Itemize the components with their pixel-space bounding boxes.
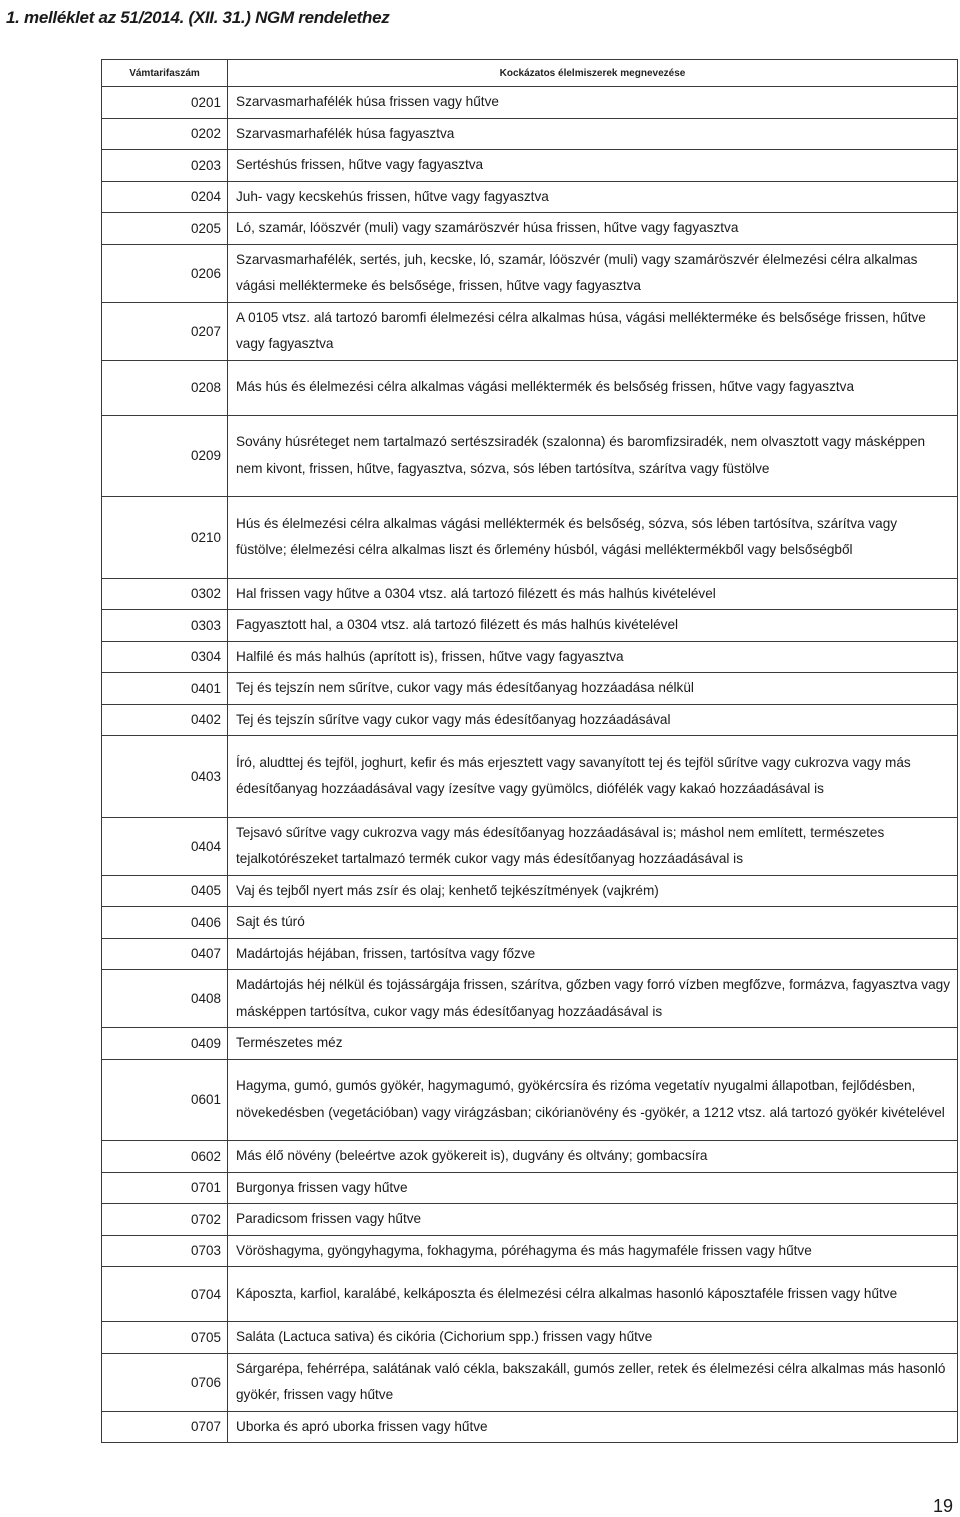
food-name-cell: Vaj és tejből nyert más zsír és olaj; kenhető tejkészítmények (vajkrém) [228,875,958,907]
table-row [102,497,958,579]
table-row [102,610,958,642]
food-name-cell: Fagyasztott hal, a 0304 vtsz. alá tartozó filézett és más halhús kivételével [228,610,958,642]
tariff-code-cell: 0209 [102,415,228,497]
table-row [102,907,958,939]
table-row [102,1267,958,1322]
tariff-code-cell: 0201 [102,87,228,119]
food-name-cell: Szarvasmarhafélék húsa fagyasztva [228,118,958,150]
table-row [102,817,958,875]
table-row [102,1028,958,1060]
table-header-row [102,60,958,87]
food-name-cell: Sajt és túró [228,907,958,939]
tariff-code-cell: 0202 [102,118,228,150]
food-name-cell: Más hús és élelmezési célra alkalmas vágási melléktermék és belsőség frissen, hűtve vagy fagyasztva [228,360,958,415]
tariff-code-cell: 0409 [102,1028,228,1060]
table-row [102,641,958,673]
tariff-code-cell: 0203 [102,150,228,182]
tariff-code-cell: 0303 [102,610,228,642]
table-row [102,118,958,150]
table-row [102,578,958,610]
table-row [102,150,958,182]
food-name-cell: Halfilé és más halhús (aprított is), frissen, hűtve vagy fagyasztva [228,641,958,673]
food-name-cell: Sárgarépa, fehérrépa, salátának való cékla, bakszakáll, gumós zeller, retek és élelmezési célra alkalmas más hasonló gyökér, frissen vagy hűtve [228,1353,958,1411]
food-name-cell: Paradicsom frissen vagy hűtve [228,1204,958,1236]
tariff-code-cell: 0405 [102,875,228,907]
food-name-cell: Szarvasmarhafélék húsa frissen vagy hűtve [228,87,958,119]
food-name-cell: Káposzta, karfiol, karalábé, kelkáposzta és élelmezési célra alkalmas hasonló káposztaféle frissen vagy hűtve [228,1267,958,1322]
tariff-code-cell: 0205 [102,213,228,245]
tariff-code-cell: 0704 [102,1267,228,1322]
table-row [102,244,958,302]
table-row [102,87,958,119]
food-name-cell: Madártojás héjában, frissen, tartósítva vagy főzve [228,938,958,970]
food-name-cell: Más élő növény (beleértve azok gyökereit is), dugvány és oltvány; gombacsíra [228,1141,958,1173]
table-row [102,1059,958,1141]
table-row [102,736,958,818]
food-name-cell: Juh- vagy kecskehús frissen, hűtve vagy fagyasztva [228,181,958,213]
tariff-code-cell: 0404 [102,817,228,875]
food-name-cell: A 0105 vtsz. alá tartozó baromfi élelmezési célra alkalmas húsa, vágási mellékterméke és belsősége frissen, hűtve vagy fagyasztva [228,302,958,360]
tariff-code-cell: 0703 [102,1235,228,1267]
tariff-code-cell: 0408 [102,970,228,1028]
food-name-cell: Uborka és apró uborka frissen vagy hűtve [228,1411,958,1443]
table-row [102,704,958,736]
food-name-cell: Sertéshús frissen, hűtve vagy fagyasztva [228,150,958,182]
food-name-cell: Tejsavó sűrítve vagy cukrozva vagy más édesítőanyag hozzáadásával is; máshol nem említett, természetes tejalkotórészeket tartalmazó termék cukor vagy más édesítőanyag hozzáadásával is [228,817,958,875]
table-row [102,213,958,245]
table-row [102,360,958,415]
column-header-tariff-number: Vámtarifaszám [102,60,228,87]
table-row [102,1322,958,1354]
tariff-code-cell: 0406 [102,907,228,939]
tariff-code-cell: 0407 [102,938,228,970]
food-name-cell: Író, aludttej és tejföl, joghurt, kefir és más erjesztett vagy savanyított tej és tejföl sűrítve vagy cukrozva vagy más édesítőanyag hozzáadásával vagy ízesítve vagy gyümölcs, diófélék vagy kakaó hozzáadásával is [228,736,958,818]
table-row [102,1204,958,1236]
tariff-code-cell: 0208 [102,360,228,415]
tariff-code-cell: 0602 [102,1141,228,1173]
tariff-code-cell: 0701 [102,1172,228,1204]
document-header: 1. melléklet az 51/2014. (XII. 31.) NGM rendelethez [6,8,390,27]
food-name-cell: Madártojás héj nélkül és tojássárgája frissen, szárítva, gőzben vagy forró vízben megfőzve, formázva, fagyasztva vagy másképpen tartósítva, cukor vagy más édesítőanyag hozzáadásával is [228,970,958,1028]
food-name-cell: Hagyma, gumó, gumós gyökér, hagymagumó, gyökércsíra és rizóma vegetatív nyugalmi állapotban, fejlődésben, növekedésben (vegetációban) vagy virágzásban; cikórianövény és -gyökér, a 1212 vtsz. alá tartozó gyökér kivételével [228,1059,958,1141]
food-name-cell: Hal frissen vagy hűtve a 0304 vtsz. alá tartozó filézett és más halhús kivételével [228,578,958,610]
table-row [102,1235,958,1267]
tariff-code-cell: 0302 [102,578,228,610]
tariff-code-cell: 0707 [102,1411,228,1443]
food-name-cell: Szarvasmarhafélék, sertés, juh, kecske, ló, szamár, lóöszvér (muli) vagy szamáröszvér élelmezési célra alkalmas vágási melléktermeke és belsősége, frissen, hűtve vagy fagyasztva [228,244,958,302]
food-name-cell: Tej és tejszín nem sűrítve, cukor vagy más édesítőanyag hozzáadása nélkül [228,673,958,705]
tariff-code-cell: 0702 [102,1204,228,1236]
tariff-code-cell: 0601 [102,1059,228,1141]
table-row [102,1172,958,1204]
tariff-code-cell: 0207 [102,302,228,360]
food-name-cell: Vöröshagyma, gyöngyhagyma, fokhagyma, póréhagyma és más hagymaféle frissen vagy hűtve [228,1235,958,1267]
table-row [102,1141,958,1173]
tariff-code-cell: 0403 [102,736,228,818]
column-header-food-name: Kockázatos élelmiszerek megnevezése [228,60,958,87]
table-row [102,181,958,213]
food-name-cell: Sovány húsréteget nem tartalmazó sertészsiradék (szalonna) és baromfizsiradék, nem olvasztott vagy másképpen nem kivont, frissen, hűtve, fagyasztva, sózva, sós lében tartósítva, szárítva vagy füstölve [228,415,958,497]
tariff-code-cell: 0206 [102,244,228,302]
tariff-code-cell: 0401 [102,673,228,705]
food-name-cell: Ló, szamár, lóöszvér (muli) vagy szamáröszvér húsa frissen, hűtve vagy fagyasztva [228,213,958,245]
tariff-code-cell: 0204 [102,181,228,213]
table-row [102,302,958,360]
tariff-code-cell: 0706 [102,1353,228,1411]
table-row [102,673,958,705]
table-row [102,970,958,1028]
table-row [102,938,958,970]
food-name-cell: Hús és élelmezési célra alkalmas vágási melléktermék és belsőség, sózva, sós lében tartósítva, szárítva vagy füstölve; élelmezési célra alkalmas liszt és őrlemény húsból, vágási melléktermékből vagy belsőségből [228,497,958,579]
table-body [102,87,958,1443]
table-row [102,875,958,907]
risky-foods-table [101,59,958,1443]
table-row [102,415,958,497]
tariff-code-cell: 0705 [102,1322,228,1354]
tariff-code-cell: 0402 [102,704,228,736]
food-name-cell: Burgonya frissen vagy hűtve [228,1172,958,1204]
food-name-cell: Tej és tejszín sűrítve vagy cukor vagy más édesítőanyag hozzáadásával [228,704,958,736]
table-row [102,1411,958,1443]
table-row [102,1353,958,1411]
food-name-cell: Saláta (Lactuca sativa) és cikória (Cichorium spp.) frissen vagy hűtve [228,1322,958,1354]
tariff-code-cell: 0304 [102,641,228,673]
page-number: 19 [933,1496,954,1516]
tariff-code-cell: 0210 [102,497,228,579]
food-name-cell: Természetes méz [228,1028,958,1060]
